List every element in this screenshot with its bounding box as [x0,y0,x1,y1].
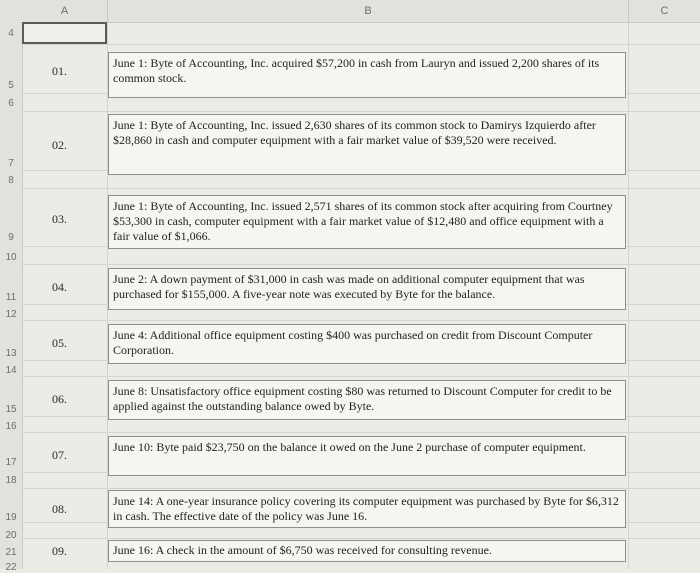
row-gridline [22,538,700,539]
row-header-18[interactable]: 18 [5,475,17,486]
transaction-cell-05[interactable]: June 4: Additional office equipment costing $400 was purchased on credit from Discount Computer Corporation. [108,324,626,364]
column-c-gridline [628,22,629,569]
transaction-cell-07[interactable]: June 10: Byte paid $23,750 on the balance it owed on the June 2 purchase of computer equipment. [108,436,626,476]
row-header-gutter [0,22,23,573]
row-header-20[interactable]: 20 [5,530,17,541]
row-header-22[interactable]: 22 [5,562,17,573]
row-header-13[interactable]: 13 [5,348,17,359]
transaction-number-01[interactable]: 01. [52,64,67,78]
transaction-cell-01[interactable]: June 1: Byte of Accounting, Inc. acquired $57,200 in cash from Lauryn and issued 2,200 shares of its common stock. [108,52,626,98]
transaction-cell-06[interactable]: June 8: Unsatisfactory office equipment costing $80 was returned to Discount Computer for credit to be applied against the outstanding balance owed by Byte. [108,380,626,420]
column-header-a[interactable]: A [60,5,69,17]
transaction-number-07[interactable]: 07. [52,448,67,462]
row-gridline [22,111,700,112]
transaction-number-04[interactable]: 04. [52,280,67,294]
transaction-number-05[interactable]: 05. [52,336,67,350]
transaction-cell-04[interactable]: June 2: A down payment of $31,000 in cash was made on additional computer equipment that was purchased for $155,000. A five-year note was executed by Byte for the balance. [108,268,626,310]
row-header-9[interactable]: 9 [8,232,14,243]
column-header-row [0,0,700,23]
row-header-15[interactable]: 15 [5,404,17,415]
transaction-number-02[interactable]: 02. [52,138,67,152]
transaction-cell-03[interactable]: June 1: Byte of Accounting, Inc. issued 2,571 shares of its common stock after acquiring from Courtney $53,300 in cash, computer equipment with a fair market value of $12,480 and office equipment with a fair value of $1,066. [108,195,626,249]
row-header-11[interactable]: 11 [5,292,17,303]
row-header-17[interactable]: 17 [5,457,17,468]
transaction-cell-02[interactable]: June 1: Byte of Accounting, Inc. issued 2,630 shares of its common stock to Damirys Izquierdo after $28,860 in cash and computer equipment with a fair market value of $39,520 were received. [108,114,626,175]
row-header-14[interactable]: 14 [5,365,17,376]
row-gridline [22,44,700,45]
row-header-5[interactable]: 5 [8,80,14,91]
selected-cell-a4[interactable] [22,22,107,44]
row-gridline [22,264,700,265]
transaction-cell-08[interactable]: June 14: A one-year insurance policy covering its computer equipment was purchased by Byte for $6,312 in cash. The effective date of the policy was June 16. [108,490,626,528]
transaction-number-03[interactable]: 03. [52,212,67,226]
row-header-19[interactable]: 19 [5,512,17,523]
row-header-7[interactable]: 7 [8,158,14,169]
row-header-12[interactable]: 12 [5,309,17,320]
row-gridline [22,320,700,321]
row-gridline [22,488,700,489]
row-header-8[interactable]: 8 [8,175,14,186]
column-header-c[interactable]: C [660,5,669,17]
row-gridline [22,432,700,433]
row-header-4[interactable]: 4 [8,28,14,39]
column-header-b[interactable]: B [364,5,372,17]
row-gridline [22,376,700,377]
row-header-16[interactable]: 16 [5,421,17,432]
row-header-21[interactable]: 21 [5,547,17,558]
transaction-cell-09[interactable]: June 16: A check in the amount of $6,750 was received for consulting revenue. [108,540,626,562]
row-gridline [22,188,700,189]
row-header-6[interactable]: 6 [8,98,14,109]
transaction-number-09[interactable]: 09. [52,544,67,558]
transaction-number-06[interactable]: 06. [52,392,67,406]
row-header-10[interactable]: 10 [5,252,17,263]
transaction-number-08[interactable]: 08. [52,502,67,516]
